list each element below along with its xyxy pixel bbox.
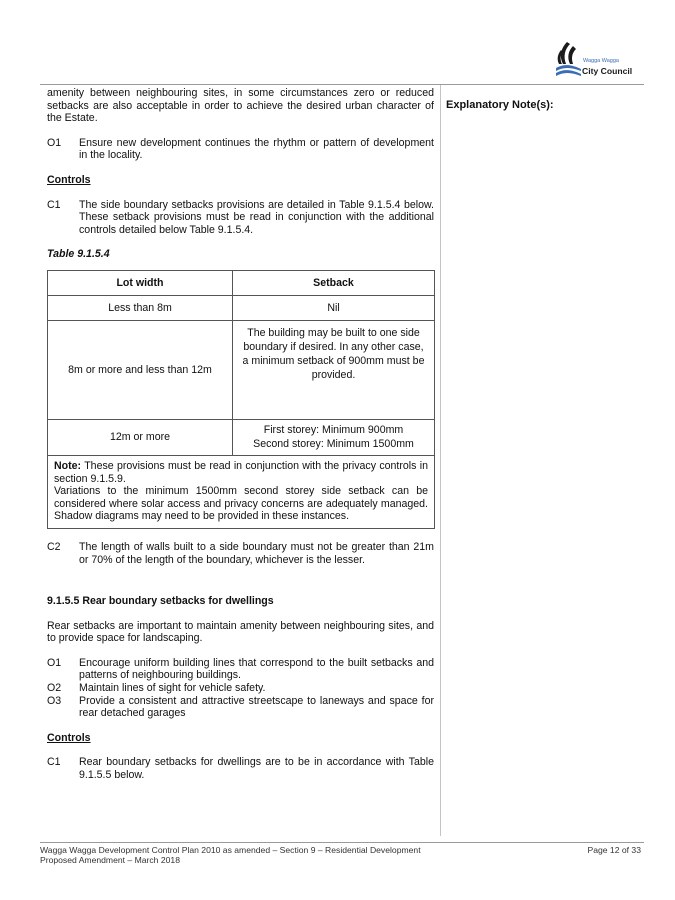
table-header-cell: Setback [233, 270, 435, 295]
objective-o2 [47, 682, 434, 695]
table-cell: The building may be built to one side boundary if desired. In any other case, a minimum setback of 900mm must be provided. [233, 320, 435, 419]
cell-line: First storey: Minimum 900mm [263, 424, 404, 437]
note-line [54, 460, 428, 485]
intro-paragraph: amenity between neighbouring sites, in some circumstances zero or reduced setbacks are also acceptable in order to achieve the desired urban character of the Estate. [47, 87, 434, 125]
note-label: Note: [54, 459, 82, 472]
item-code: O3 [47, 694, 62, 707]
table-row [48, 295, 435, 320]
objective-o1 [47, 657, 434, 682]
objective-o1 [47, 137, 434, 162]
controls-heading: Controls [47, 731, 91, 744]
logo-line1: Wagga Wagga [583, 58, 619, 64]
side-setback-table [47, 270, 435, 529]
page-number: Page 12 of 33 [587, 845, 641, 855]
section-heading: 9.1.5.5 Rear boundary setbacks for dwellings [47, 595, 274, 608]
table-row [48, 320, 435, 419]
table-header-cell: Lot width [48, 270, 233, 295]
item-text: The side boundary setbacks provisions are detailed in Table 9.1.5.4 below. These setback provisions must be read in conjunction with the additional controls detailed below Table 9.1.5.4. [79, 198, 434, 236]
header-rule [40, 84, 644, 85]
control-c2 [47, 541, 434, 566]
item-text: Encourage uniform building lines that correspond to the built setbacks and patterns of neighbouring buildings. [79, 656, 434, 682]
item-code: C1 [47, 198, 61, 211]
table-note-cell [48, 455, 435, 528]
item-text: Ensure new development continues the rhythm or pattern of development in the locality. [79, 136, 434, 162]
item-text: Rear boundary setbacks for dwellings are to be in accordance with Table 9.1.5.5 below. [79, 756, 434, 782]
item-code: C1 [47, 756, 61, 769]
table-cell [233, 419, 435, 455]
table-cell: Nil [233, 295, 435, 320]
explanatory-notes-heading: Explanatory Note(s): [446, 99, 554, 111]
item-code: O1 [47, 656, 62, 669]
council-logo [553, 40, 635, 82]
footer-rule [40, 842, 644, 843]
item-code: O2 [47, 682, 62, 695]
objective-o3 [47, 695, 434, 720]
item-text: Maintain lines of sight for vehicle safety. [79, 682, 266, 695]
rear-intro-paragraph: Rear setbacks are important to maintain amenity between neighbouring sites, and to provide space for landscaping. [47, 619, 434, 645]
control-c1 [47, 199, 434, 237]
note-line: Variations to the minimum 1500mm second storey side setback can be considered where solar access and privacy concerns are adequately managed. Shadow diagrams may need to be provided in these instances. [54, 485, 428, 523]
item-code: O1 [47, 136, 62, 149]
footer-document-title: Wagga Wagga Development Control Plan 2010 as amended – Section 9 – Residential Development [40, 845, 421, 855]
controls-heading: Controls [47, 173, 91, 186]
table-cell: Less than 8m [48, 295, 233, 320]
note-text: These provisions must be read in conjunction with the privacy controls in section 9.1.5.9. [54, 459, 428, 485]
item-text: The length of walls built to a side boundary must not be greater than 21m or 70% of the length of the boundary, whichever is the lesser. [79, 540, 434, 566]
control-c1 [47, 756, 434, 781]
table-note-row [48, 455, 435, 528]
table-caption: Table 9.1.5.4 [47, 248, 110, 261]
main-column [47, 87, 434, 782]
item-text: Provide a consistent and attractive streetscape to laneways and space for rear detached garages [79, 694, 434, 720]
column-divider [440, 85, 441, 836]
table-cell: 12m or more [48, 419, 233, 455]
logo-mark-icon [553, 40, 583, 80]
table-header-row [48, 270, 435, 295]
logo-line2: City Council [582, 66, 633, 76]
table-cell: 8m or more and less than 12m [48, 320, 233, 419]
table-row [48, 419, 435, 455]
item-code: C2 [47, 540, 61, 553]
footer-amendment: Proposed Amendment – March 2018 [40, 855, 180, 865]
cell-line: Second storey: Minimum 1500mm [253, 438, 414, 451]
